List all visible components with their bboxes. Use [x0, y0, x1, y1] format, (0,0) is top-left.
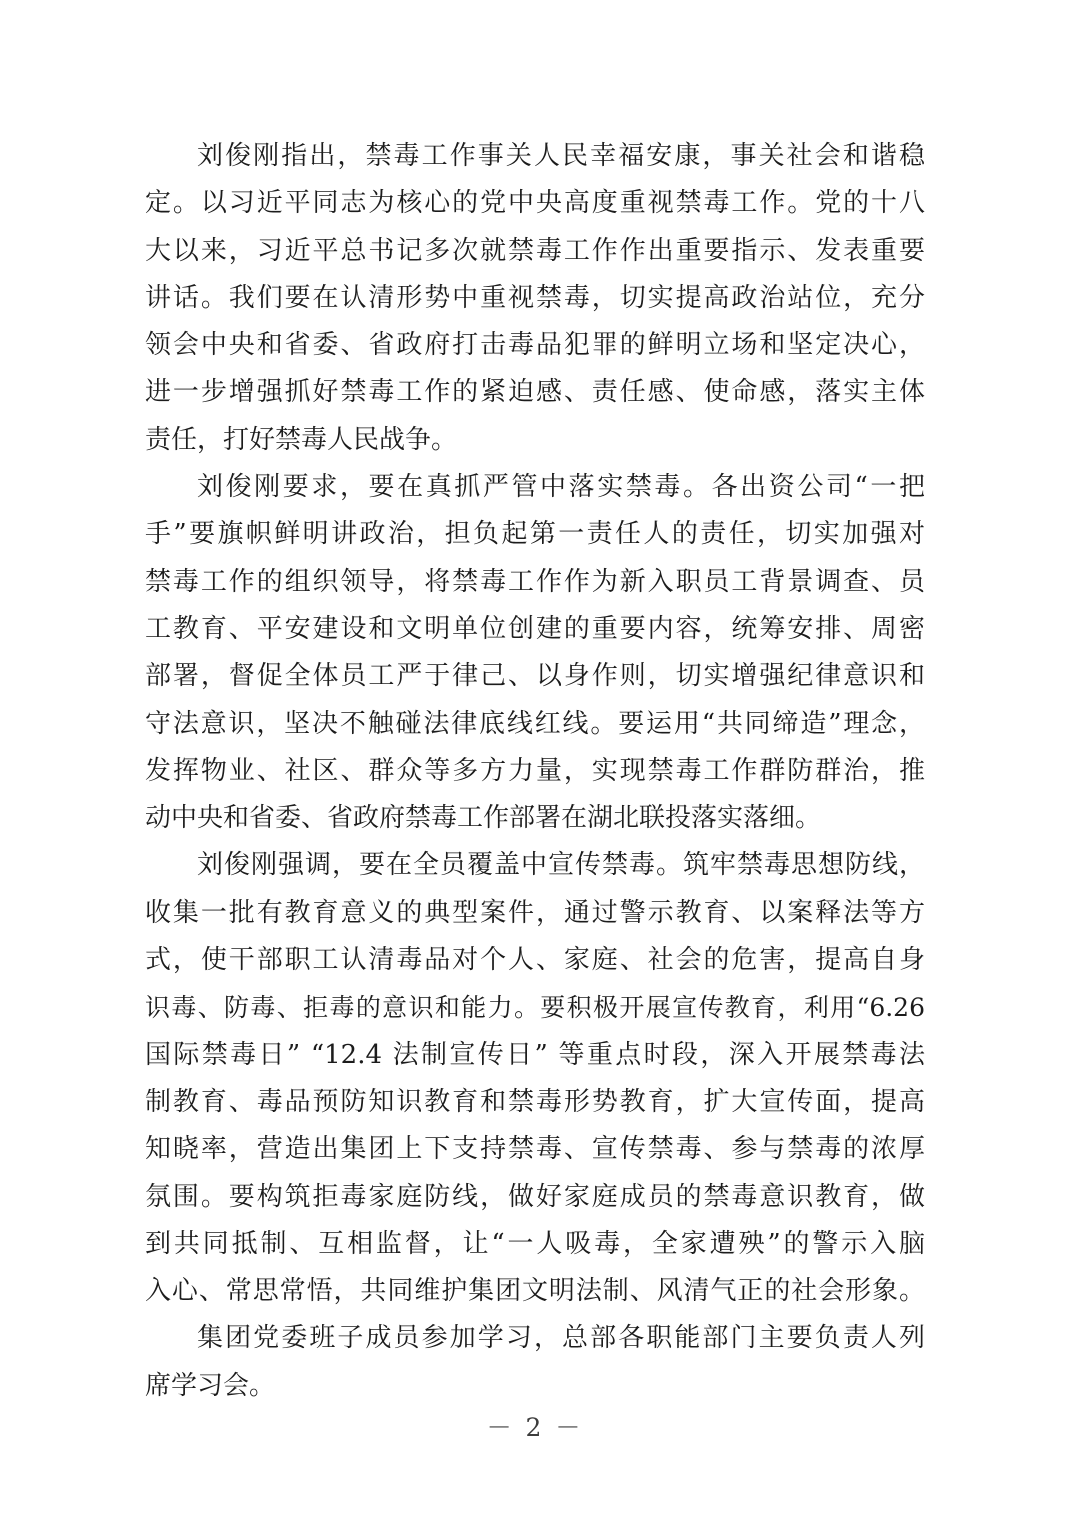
- paragraph: [145, 842, 925, 1315]
- text-line: 氛围。要构筑拒毒家庭防线，做好家庭成员的禁毒意识教育，做: [145, 1181, 925, 1212]
- page-number: － 2 －: [486, 1413, 584, 1442]
- text-line: 刘俊刚强调，要在全员覆盖中宣传禁毒。筑牢禁毒思想防线，: [197, 850, 925, 881]
- text-line: 进一步增强抓好禁毒工作的紧迫感、责任感、使命感，落实主体: [145, 377, 925, 408]
- text-block: [145, 133, 925, 1410]
- text-line: 知晓率，营造出集团上下支持禁毒、宣传禁毒、参与禁毒的浓厚: [145, 1134, 925, 1165]
- text-line: 大以来，习近平总书记多次就禁毒工作作出重要指示、发表重要: [145, 235, 925, 266]
- text-line: 席学习会。: [145, 1370, 276, 1401]
- text-line: 到共同抵制、互相监督，让“一人吸毒，全家遭殃”的警示入脑: [145, 1228, 925, 1259]
- text-line: 式，使干部职工认清毒品对个人、家庭、社会的危害，提高自身: [145, 945, 925, 976]
- text-line: 责任，打好禁毒人民战争。: [145, 424, 458, 455]
- text-line: 定。以习近平同志为核心的党中央高度重视禁毒工作。党的十八: [145, 188, 925, 219]
- text-line: 讲话。我们要在认清形势中重视禁毒，切实提高政治站位，充分: [145, 282, 925, 313]
- paragraph: [145, 464, 925, 842]
- text-line: 动中央和省委、省政府禁毒工作部署在湖北联投落实落细。: [145, 803, 822, 834]
- text-line: 入心、常思常悟，共同维护集团文明法制、风清气正的社会形象。: [145, 1276, 925, 1307]
- text-line: 国际禁毒日” “12.4 法制宣传日” 等重点时段，深入开展禁毒法: [145, 1039, 925, 1070]
- text-line: 制教育、毒品预防知识教育和禁毒形势教育，扩大宣传面，提高: [145, 1086, 925, 1117]
- text-line: 刘俊刚要求，要在真抓严管中落实禁毒。各出资公司“一把: [197, 472, 925, 503]
- text-line: 收集一批有教育意义的典型案件，通过警示教育、以案释法等方: [145, 897, 925, 928]
- text-line: 手”要旗帜鲜明讲政治，担负起第一责任人的责任，切实加强对: [145, 519, 925, 550]
- text-line: 刘俊刚指出，禁毒工作事关人民幸福安康，事关社会和谐稳: [197, 141, 925, 171]
- text-line: 集团党委班子成员参加学习，总部各职能部门主要负责人列: [197, 1323, 925, 1354]
- paragraph: [145, 133, 925, 464]
- text-line: 发挥物业、社区、群众等多方力量，实现禁毒工作群防群治，推: [145, 755, 925, 786]
- text-line: 识毒、防毒、拒毒的意识和能力。要积极开展宣传教育，利用“6.26: [145, 993, 925, 1023]
- text-line: 工教育、平安建设和文明单位创建的重要内容，统筹安排、周密: [145, 613, 925, 644]
- paragraph: [145, 1315, 925, 1410]
- text-line: 禁毒工作的组织领导，将禁毒工作作为新入职员工背景调查、员: [145, 566, 925, 597]
- text-line: 领会中央和省委、省政府打击毒品犯罪的鲜明立场和坚定决心，: [145, 330, 925, 361]
- text-line: 部署，督促全体员工严于律己、以身作则，切实增强纪律意识和: [145, 661, 925, 692]
- text-line: 守法意识，坚决不触碰法律底线红线。要运用“共同缔造”理念，: [145, 708, 925, 739]
